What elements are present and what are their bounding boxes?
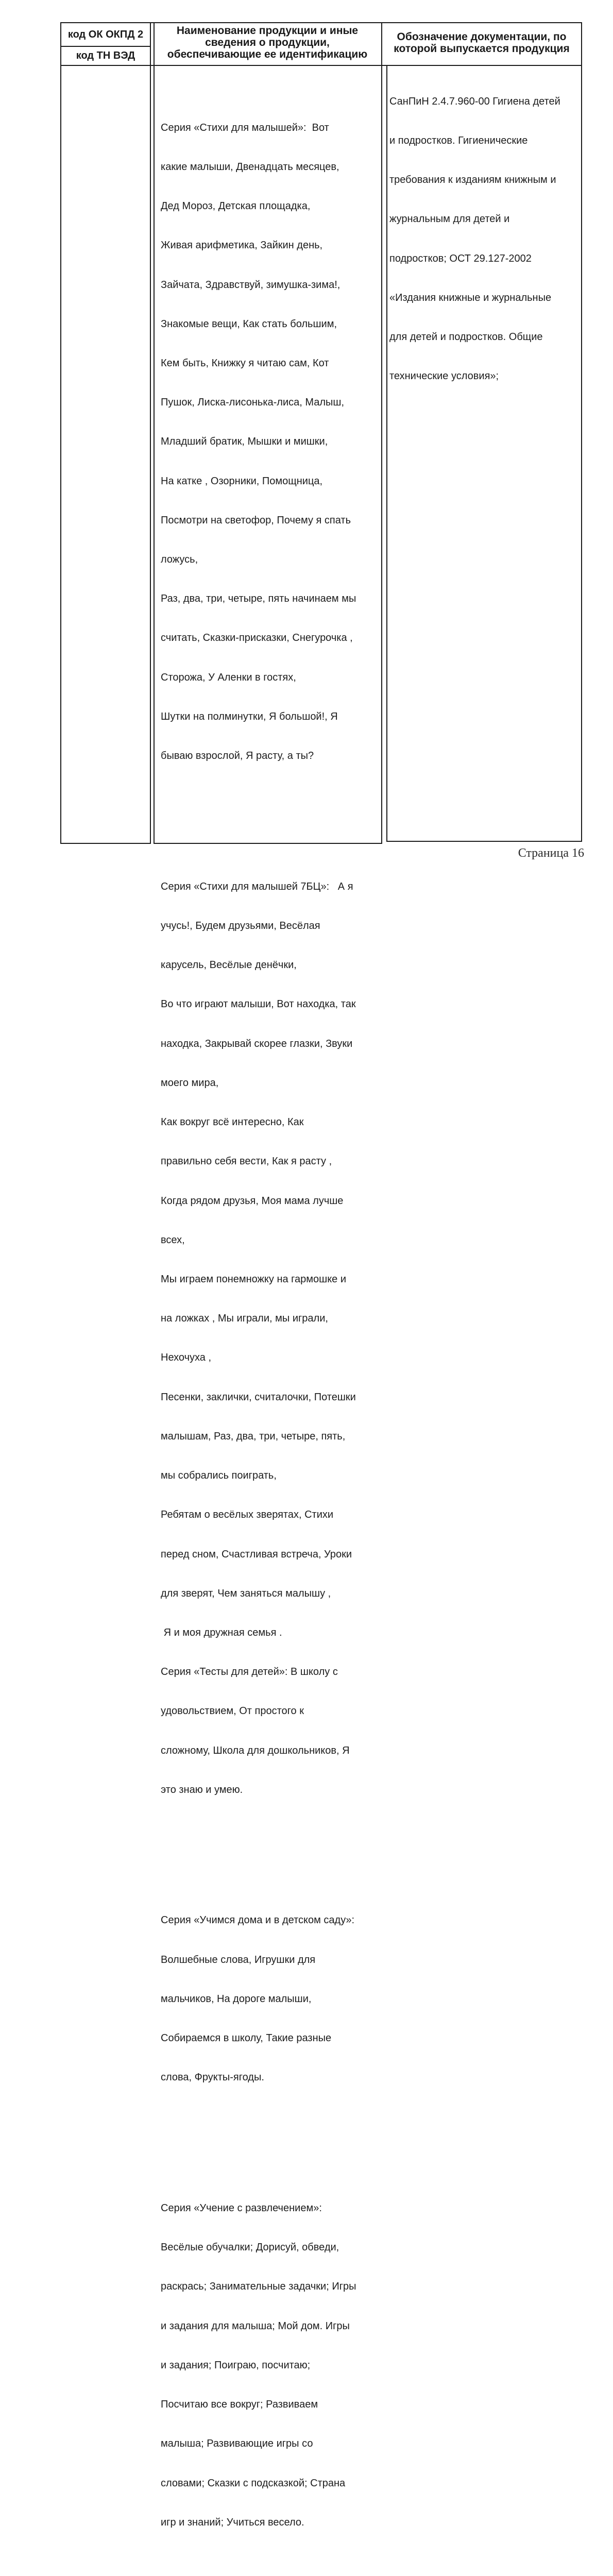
text-line: технические условия»; — [389, 370, 499, 382]
header-code-divider — [61, 46, 150, 47]
text-line: Во что играют малыши, Вот находка, так — [161, 998, 356, 1010]
text-line: малышам, Раз, два, три, четыре, пять, — [161, 1430, 346, 1442]
text-line: и задания для малыша; Мой дом. Игры — [161, 2320, 350, 2332]
text-line: Серия «Стихи для малышей»: Вот — [161, 122, 329, 133]
table-top-border — [61, 22, 582, 23]
text-line: СанПиН 2.4.7.960-00 Гигиена детей — [389, 95, 560, 107]
text-line: словами; Сказки с подсказкой; Страна — [161, 2477, 346, 2489]
header-product-name-line: обеспечивающие ее идентификацию — [167, 48, 368, 60]
text-line: находка, Закрывай скорее глазки, Звуки — [161, 1038, 353, 1049]
text-line: журнальным для детей и — [389, 213, 510, 225]
text-line: Знакомые вещи, Как стать большим, — [161, 318, 337, 330]
text-line: ложусь, — [161, 554, 198, 566]
header-documentation — [382, 31, 581, 55]
text-line: удовольствием, От простого к — [161, 1705, 304, 1717]
header-documentation-line: Обозначение документации, по — [397, 31, 567, 43]
text-line: Шутки на полминутки, Я большой!, Я — [161, 710, 338, 722]
col2-left-border — [154, 22, 155, 844]
text-line: это знаю и умею. — [161, 1784, 243, 1795]
text-line: сложному, Школа для дошкольников, Я — [161, 1744, 350, 1756]
table-right-border — [581, 22, 582, 842]
text-line: карусель, Весёлые денёчки, — [161, 959, 297, 971]
text-line: Серия «Учимся дома и в детском саду»: — [161, 1914, 355, 1926]
col3-bottom-border — [386, 841, 582, 842]
header-product-name-line: Наименование продукции и иные — [176, 25, 359, 37]
text-line: считать, Сказки-присказки, Снегурочка , — [161, 632, 353, 644]
text-line: Серия «Стихи для малышей 7БЦ»: А я — [161, 880, 353, 892]
text-line: Кем быть, Книжку я читаю сам, Кот — [161, 357, 329, 369]
text-line: перед сном, Счастливая встреча, Уроки — [161, 1548, 352, 1560]
text-line: Младший братик, Мышки и мишки, — [161, 436, 328, 448]
header-okpd-code: код ОК ОКПД 2 — [67, 29, 144, 40]
text-line: моего мира, — [161, 1077, 219, 1089]
text-line: подростков; ОСТ 29.127-2002 — [389, 252, 532, 264]
text-line: Я и моя дружная семья . — [161, 1626, 282, 1638]
text-line: мальчиков, На дороге малыши, — [161, 1993, 312, 2005]
text-line: и подростков. Гигиенические — [389, 135, 528, 147]
col1-bottom-border — [61, 843, 150, 844]
text-line: Посмотри на светофор, Почему я спать — [161, 514, 351, 526]
text-line: Волшебные слова, Игрушки для — [161, 1954, 316, 1965]
page-number: Страница 16 — [518, 846, 584, 860]
text-line: всех, — [161, 1234, 185, 1246]
text-line: Как вокруг всё интересно, Как — [161, 1116, 304, 1128]
text-line: Посчитаю все вокруг; Развиваем — [161, 2399, 318, 2411]
text-line: слова, Фрукты-ягоды. — [161, 2072, 264, 2083]
series-block-uchenie-s-razvlecheniem — [161, 2176, 379, 2555]
series-block-stikhi-7bc — [161, 854, 379, 1823]
text-line: «Издания книжные и журнальные — [389, 292, 552, 303]
series-block-uchimsya-doma — [161, 1888, 379, 2111]
text-line: Нехочуха , — [161, 1352, 212, 1364]
text-line: Зайчата, Здравствуй, зимушка-зима!, — [161, 279, 340, 291]
documentation-cell — [389, 69, 580, 410]
text-line: для детей и подростков. Общие — [389, 331, 543, 343]
text-line: и задания; Поиграю, посчитаю; — [161, 2359, 311, 2371]
text-line: Дед Мороз, Детская площадка, — [161, 200, 311, 212]
product-list-cell — [161, 69, 379, 2576]
text-line: на ложках , Мы играли, мы играли, — [161, 1313, 328, 1325]
header-product-name — [155, 25, 380, 60]
text-line: игр и знаний; Учиться весело. — [161, 2516, 304, 2528]
text-line: правильно себя вести, Как я расту , — [161, 1156, 332, 1167]
text-line: Серия «Учение с развлечением»: — [161, 2202, 322, 2214]
text-line: Собираемся в школу, Такие разные — [161, 2032, 332, 2044]
text-line: Серия «Тесты для детей»: В школу с — [161, 1666, 338, 1678]
text-line: Ребятам о весёлых зверятах, Стихи — [161, 1509, 334, 1521]
text-line: Живая арифметика, Зайкин день, — [161, 240, 323, 251]
text-line: Пушок, Лиска-лисонька-лиса, Малыш, — [161, 397, 345, 409]
text-line: Когда рядом друзья, Моя мама лучше — [161, 1195, 344, 1207]
header-product-name-line: сведения о продукции, — [205, 37, 330, 48]
text-line: Мы играем понемножку на гармошке и — [161, 1273, 347, 1285]
header-bottom-border — [61, 65, 582, 66]
text-line: Раз, два, три, четыре, пять начинаем мы — [161, 593, 356, 605]
header-documentation-line: которой выпускается продукция — [394, 43, 570, 55]
text-line: Песенки, заклички, считалочки, Потешки — [161, 1391, 356, 1403]
text-line: какие малыши, Двенадцать месяцев, — [161, 161, 339, 173]
text-line: Весёлые обучалки; Дорисуй, обведи, — [161, 2242, 339, 2253]
text-line: требования к изданиям книжным и — [389, 174, 556, 186]
header-tnved-code: код ТН ВЭД — [76, 50, 135, 61]
text-line: Сторожа, У Аленки в гостях, — [161, 671, 296, 683]
series-block-stikhi — [161, 95, 379, 789]
col2-right-border — [381, 22, 382, 844]
table-left-border — [60, 22, 61, 844]
col1-right-border — [150, 22, 151, 844]
text-line: малыша; Развивающие игры со — [161, 2438, 313, 2450]
col3-left-border — [386, 65, 387, 842]
text-line: мы собрались поиграть, — [161, 1470, 277, 1482]
text-line: учусь!, Будем друзьями, Весёлая — [161, 920, 320, 931]
text-line: для зверят, Чем заняться малышу , — [161, 1587, 331, 1599]
text-line: бываю взрослой, Я расту, а ты? — [161, 750, 314, 762]
text-line: На катке , Озорники, Помощница, — [161, 475, 323, 487]
text-line: раскрась; Занимательные задачки; Игры — [161, 2281, 356, 2293]
